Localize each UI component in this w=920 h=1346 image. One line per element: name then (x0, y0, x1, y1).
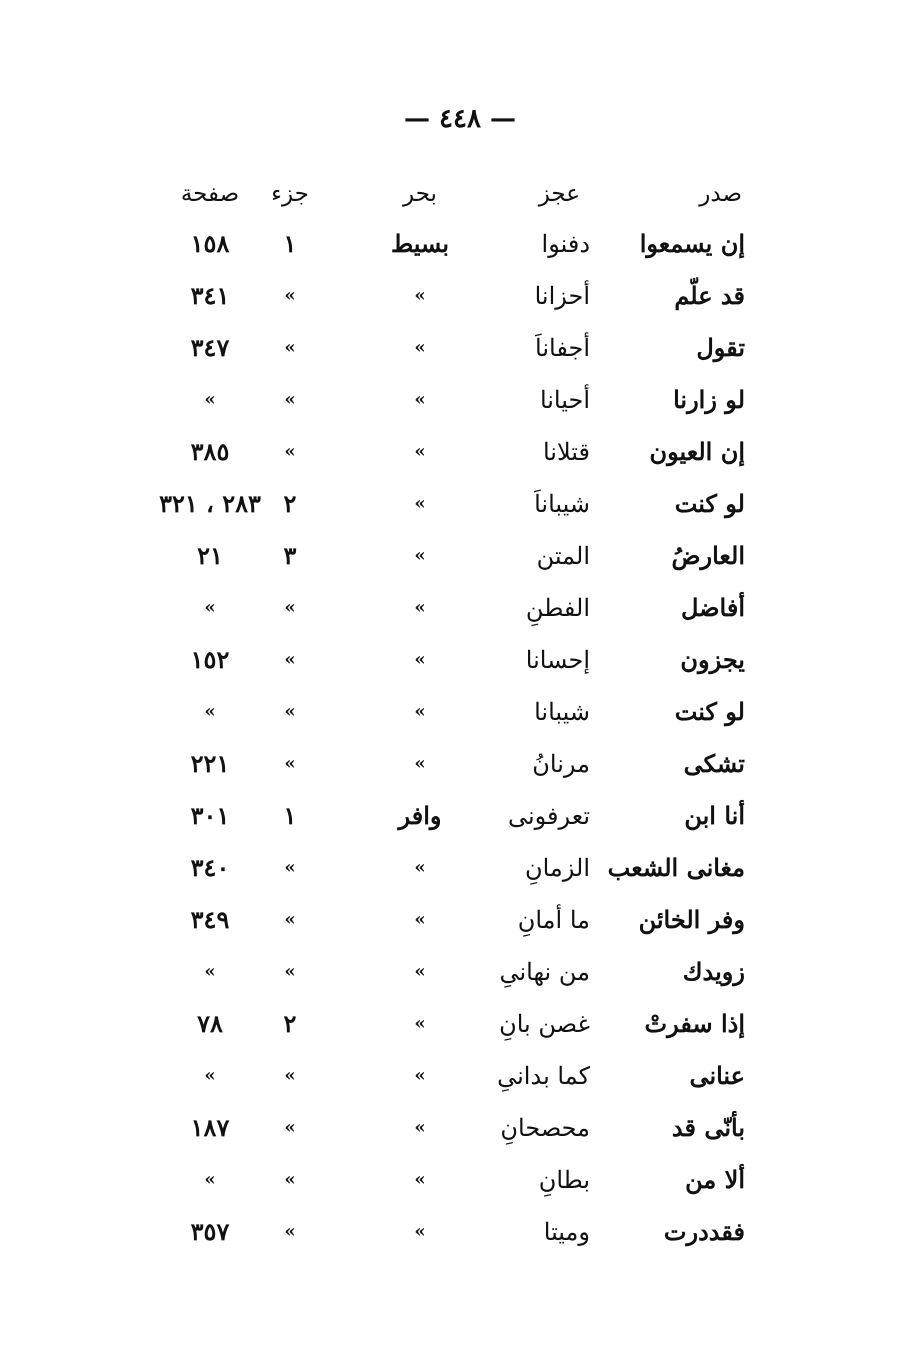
cell-ajz: أحزانا (534, 282, 590, 310)
table-row (0, 582, 920, 634)
cell-sadr: وفر الخائن (638, 905, 745, 934)
cell-safha: » (204, 701, 216, 722)
cell-safha: ٢٨٣ ، ٣٢١ (159, 489, 261, 518)
cell-juz: » (284, 441, 296, 462)
cell-sadr: فقددرت (663, 1217, 745, 1246)
cell-ajz: شيبانا (534, 698, 590, 726)
verse-index-table (0, 168, 920, 1258)
table-header-row (0, 168, 920, 218)
cell-sadr: لو زارنا (673, 385, 745, 414)
cell-bahr: وافر (398, 801, 442, 830)
cell-ajz: بطانِ (538, 1166, 590, 1194)
table-row (0, 1154, 920, 1206)
cell-safha: ١٥٨ (190, 229, 230, 258)
table-row (0, 686, 920, 738)
cell-safha: » (204, 961, 216, 982)
cell-bahr: » (414, 1169, 426, 1190)
cell-bahr: » (414, 389, 426, 410)
cell-safha: ٣٤٧ (190, 333, 230, 362)
header-ajz: عجز (538, 181, 580, 207)
cell-ajz: الزمانِ (524, 854, 590, 882)
cell-safha: ٣٤١ (190, 281, 230, 310)
cell-ajz: مرنانُ (532, 750, 590, 778)
cell-sadr: العارضُ (671, 541, 745, 570)
cell-safha: » (204, 389, 216, 410)
cell-ajz: دفنوا (541, 230, 590, 258)
cell-juz: » (284, 337, 296, 358)
cell-bahr: » (414, 753, 426, 774)
table-row (0, 478, 920, 530)
cell-ajz: إحسانا (525, 646, 590, 674)
cell-sadr: قد علّم (674, 281, 745, 310)
cell-juz: » (284, 1117, 296, 1138)
cell-bahr: بسيط (390, 229, 450, 258)
cell-sadr: عنانى (689, 1061, 745, 1090)
cell-ajz: ما أمانِ (517, 906, 590, 934)
table-row (0, 634, 920, 686)
cell-sadr: إذا سفرتْ (644, 1009, 745, 1038)
cell-bahr: » (414, 493, 426, 514)
cell-juz: » (284, 961, 296, 982)
header-juz: جزء (271, 181, 309, 207)
cell-sadr: زويدك (682, 957, 745, 986)
table-body (0, 218, 920, 1258)
cell-safha: ٢١ (197, 541, 223, 570)
cell-ajz: وميتا (543, 1218, 590, 1246)
cell-safha: ٣٤٩ (190, 905, 230, 934)
cell-ajz: شيباناَ (534, 490, 590, 518)
cell-safha: ٣٤٠ (190, 853, 230, 882)
cell-juz: » (284, 389, 296, 410)
cell-safha: ١٥٢ (190, 645, 230, 674)
cell-bahr: » (414, 597, 426, 618)
cell-safha: ٣٠١ (190, 801, 230, 830)
table-row (0, 270, 920, 322)
cell-safha: ٧٨ (197, 1009, 223, 1038)
table-row (0, 1102, 920, 1154)
table-row (0, 426, 920, 478)
cell-ajz: المتن (536, 542, 590, 570)
cell-juz: ١ (283, 229, 297, 258)
cell-juz: ١ (283, 801, 297, 830)
cell-ajz: أجفاناَ (535, 334, 590, 362)
table-row (0, 218, 920, 270)
cell-bahr: » (414, 961, 426, 982)
page-number: — ٤٤٨ — (403, 104, 517, 134)
table-row (0, 738, 920, 790)
cell-ajz: أحيانا (539, 386, 590, 414)
cell-sadr: لو كنت (674, 697, 745, 726)
cell-sadr: أنا ابن (684, 801, 745, 830)
cell-juz: ٢ (283, 489, 297, 518)
header-bahr: بحر (403, 181, 437, 207)
cell-ajz: محصحانِ (500, 1114, 590, 1142)
table-row (0, 842, 920, 894)
table-row (0, 894, 920, 946)
cell-juz: » (284, 1169, 296, 1190)
cell-bahr: » (414, 337, 426, 358)
cell-sadr: لو كنت (674, 489, 745, 518)
table-row (0, 374, 920, 426)
cell-safha: ١٨٧ (190, 1113, 230, 1142)
cell-ajz: تعرفونى (507, 802, 590, 830)
cell-bahr: » (414, 909, 426, 930)
cell-safha: ٣٨٥ (190, 437, 230, 466)
cell-sadr: أفاضل (680, 593, 745, 622)
cell-bahr: » (414, 441, 426, 462)
header-sadr: صدر (699, 181, 742, 207)
table-row (0, 322, 920, 374)
cell-ajz: كما بدانىِ (497, 1062, 590, 1090)
cell-sadr: تشكى (683, 749, 745, 778)
table-row (0, 998, 920, 1050)
header-safha: صفحة (180, 181, 240, 207)
cell-sadr: بأنّى قد (671, 1113, 745, 1142)
cell-juz: ٢ (283, 1009, 297, 1038)
cell-juz: » (284, 285, 296, 306)
cell-juz: » (284, 1221, 296, 1242)
cell-safha: » (204, 1065, 216, 1086)
cell-safha: ٢٢١ (190, 749, 230, 778)
cell-juz: » (284, 857, 296, 878)
table-row (0, 1206, 920, 1258)
cell-bahr: » (414, 701, 426, 722)
cell-bahr: » (414, 649, 426, 670)
table-row (0, 946, 920, 998)
cell-juz: ٣ (283, 541, 297, 570)
cell-sadr: إن يسمعوا (639, 229, 745, 258)
cell-sadr: مغانى الشعب (607, 853, 745, 882)
cell-ajz: غصن بانِ (499, 1010, 590, 1038)
cell-safha: » (204, 1169, 216, 1190)
cell-safha: ٣٥٧ (190, 1217, 230, 1246)
cell-juz: » (284, 1065, 296, 1086)
table-row (0, 530, 920, 582)
cell-bahr: » (414, 1065, 426, 1086)
cell-juz: » (284, 701, 296, 722)
cell-bahr: » (414, 285, 426, 306)
cell-juz: » (284, 649, 296, 670)
cell-sadr: تقول (696, 333, 745, 362)
cell-bahr: » (414, 857, 426, 878)
cell-juz: » (284, 597, 296, 618)
table-row (0, 1050, 920, 1102)
cell-bahr: » (414, 1013, 426, 1034)
cell-sadr: يجزون (680, 645, 745, 674)
cell-juz: » (284, 909, 296, 930)
cell-bahr: » (414, 1117, 426, 1138)
cell-juz: » (284, 753, 296, 774)
cell-ajz: من نهانىِ (499, 958, 590, 986)
table-row (0, 790, 920, 842)
cell-ajz: قتلانا (542, 438, 590, 466)
cell-bahr: » (414, 1221, 426, 1242)
cell-sadr: ألا من (685, 1165, 745, 1194)
cell-sadr: إن العيون (649, 437, 745, 466)
cell-bahr: » (414, 545, 426, 566)
cell-safha: » (204, 597, 216, 618)
cell-ajz: الفطنِ (525, 594, 590, 622)
